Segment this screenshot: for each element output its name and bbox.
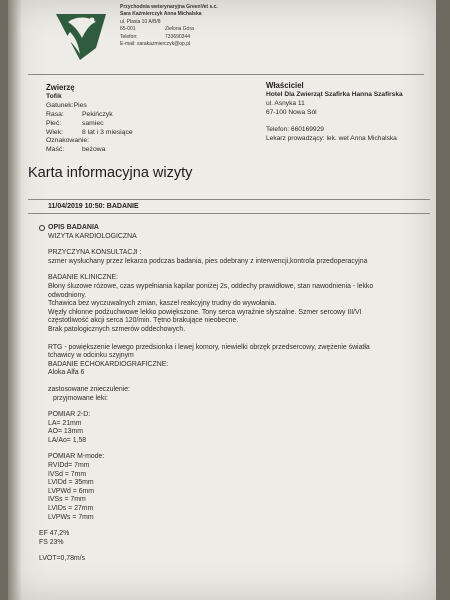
la-ao-ratio: LA/Ao= 1,58 [48, 436, 87, 444]
owner-street: ul. Asnyka 11 [266, 99, 305, 107]
color-label: Maść: [46, 146, 65, 154]
header-divider [28, 74, 424, 75]
page-shadow [8, 0, 22, 600]
exam-description [39, 224, 435, 564]
clinic-name: Przychodnia weterynaryjna GreenVet s.c. [120, 4, 218, 10]
ef-value: EF 47,2% [39, 530, 70, 538]
clinical-title: BADANIE KLINICZNE: [48, 274, 119, 282]
clinic-phone: 733690344 [165, 33, 191, 40]
reason-text: szmer wysłuchany przez lekarza podczas badania, pies odebrany z interwencji,kontrola przedoperacyjna [48, 257, 368, 265]
color-value: beżowa [82, 146, 106, 154]
meds-line: przyjmowane leki: [53, 394, 108, 402]
clinical-line-4: częstotliwość akcji serca 120/min. Tętno brakujące nieobecne. [48, 317, 239, 325]
age-label: Wiek: [46, 128, 63, 136]
exam-subheading: WIZYTA KARDIOLOGICZNA [48, 232, 137, 240]
ivss-value: IVSs = 7mm [48, 496, 86, 504]
sex-label: Płeć: [46, 119, 62, 127]
owner-city: 67-100 Nowa Sól [266, 108, 317, 116]
lvids-value: LVIDs = 27mm [48, 505, 94, 513]
owner-phone: Telefon: 660169929 [266, 125, 324, 133]
breed-value: Pekińczyk [82, 110, 113, 118]
animal-section-title: Zwierzę [46, 83, 75, 92]
echo-device: Aloka Alfa 6 [48, 369, 85, 377]
owner-name: Hotel Dla Zwierząt Szafirka Hanna Szafirska [266, 90, 403, 98]
animal-section [46, 84, 133, 155]
visit-header: 11/04/2019 10:50: BADANIE [48, 203, 139, 210]
lvpws-value: LVPWs = 7mm [48, 513, 94, 521]
la-value: LA= 21mm [48, 419, 82, 427]
clinic-logo [52, 8, 110, 62]
clinic-header [120, 4, 218, 48]
clinic-city: Zielona Góra [165, 26, 194, 33]
ivsd-value: IVSd = 7mm [48, 470, 87, 478]
pin-icon [39, 225, 45, 231]
sedation-line: zastosowane znieczulenie: [48, 385, 130, 393]
reason-title: PRZYCZYNA KONSULTACJI : [48, 249, 142, 257]
clinic-email: E-mail: sarakazmierczyk@op.pl [120, 41, 191, 48]
age-value: 8 lat i 3 miesiące [82, 128, 133, 136]
lvidd-value: LVIDd = 35mm [48, 479, 94, 487]
visit-rule-bottom [28, 213, 430, 214]
m2d-title: POMIAR 2-D: [48, 411, 91, 419]
clinic-postal: 65-001 [120, 26, 136, 33]
echo-title: BADANIE ECHOKARDIOGRAFICZNE: [48, 360, 169, 368]
clinic-street: ul. Plasia 10 A/B/8 [120, 18, 161, 25]
clinic-owners: Sara Kaźmierczyk Anna Michalska [120, 11, 202, 18]
rtg-line-1: RTG - powiększenie lewego przedsionka i lewej komory, niewielki obrzęk przedsercowy, zwężenie światła [48, 343, 370, 351]
owner-section-title: Właściciel [266, 81, 304, 90]
page-title: Karta informacyjna wizyty [28, 165, 193, 181]
rtg-line-2: tchawicy w odcinku szyjnym [48, 352, 134, 360]
marking-label: Oznakowanie: [46, 137, 90, 145]
document-page [8, 0, 436, 600]
ao-value: AO= 13mm [48, 428, 84, 436]
attending-doctor: Lekarz prowadzący: lek. wet Anna Michalska [266, 134, 397, 142]
sex-value: samiec [82, 119, 104, 127]
clinical-line-5: Brak patologicznych szmerów oddechowych. [48, 325, 186, 333]
clinic-phone-label: Telefon: [120, 33, 138, 40]
rvidd-value: RVIDd= 7mm [48, 462, 90, 470]
owner-section [266, 82, 403, 143]
clinical-line-1b: odwodniony. [48, 291, 87, 299]
exam-heading: OPIS BADANIA [48, 224, 99, 231]
mmode-title: POMIAR M-mode: [48, 453, 105, 461]
visit-rule-top [28, 199, 430, 200]
animal-name: Tofik [46, 92, 62, 100]
lvot-value: LVOT=0,78m/s [39, 555, 86, 563]
breed-label: Rasa: [46, 110, 64, 118]
fs-value: FS 23% [39, 538, 64, 546]
clinical-line-2: Tchawica bez wyczuwalnych zmian, kaszel reakcyjny trudny do wywołania. [48, 300, 277, 308]
clinical-line-3: Węzły chłonne podżuchwowe lekko powiększone. Tony serca wyraźnie słyszalne. Szmer sercowy III/VI [48, 308, 362, 316]
lvpwd-value: LVPWd = 6mm [48, 487, 95, 495]
species-value: Pies [73, 101, 87, 109]
species-label: Gatunek: [46, 101, 74, 109]
clinical-line-1: Błony śluzowe różowe, czas wypełniania kapilar poniżej 2s, oddechy prawidłowe, stan nawodnienia - lekko [48, 282, 374, 290]
